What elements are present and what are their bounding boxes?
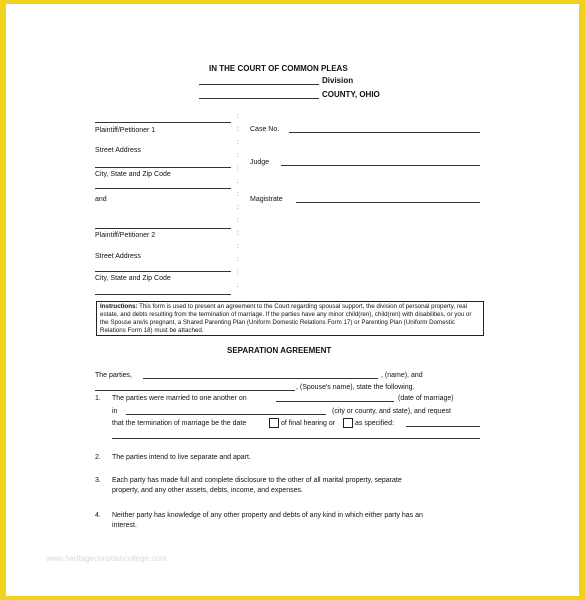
item-3-number: 3.	[95, 477, 101, 484]
colon-divider: :	[237, 192, 239, 198]
magistrate-line[interactable]	[296, 202, 480, 203]
item-4-number: 4.	[95, 512, 101, 519]
judge-line[interactable]	[281, 165, 480, 166]
magistrate-label: Magistrate	[250, 196, 283, 203]
item-4-text1: Neither party has knowledge of any other property and debts of any kind in which either party has an	[112, 512, 423, 519]
colon-divider: :	[237, 231, 239, 237]
colon-divider: :	[237, 270, 239, 276]
street2-label: Street Address	[95, 253, 141, 260]
item-3-text1: Each party has made full and complete disclosure to the other of all marital property, separate	[112, 477, 402, 484]
item-1-line2-prefix: in	[112, 408, 118, 415]
item-2-number: 2.	[95, 454, 101, 461]
colon-divider: :	[237, 283, 239, 289]
final-hearing-checkbox[interactable]	[269, 418, 279, 428]
specified-date-line[interactable]	[406, 426, 480, 427]
street2-line[interactable]	[95, 271, 231, 272]
plaintiff2-line[interactable]	[95, 228, 231, 229]
watermark: www.heritagechristiancollege.com	[46, 554, 167, 563]
item-1-line1-suffix: (date of marriage)	[398, 395, 454, 402]
city1-line[interactable]	[95, 188, 231, 189]
plaintiff1-line[interactable]	[95, 122, 231, 123]
colon-divider: :	[237, 218, 239, 224]
colon-divider: :	[237, 179, 239, 185]
as-specified-checkbox[interactable]	[343, 418, 353, 428]
plaintiff1-label: Plaintiff/Petitioner 1	[95, 127, 156, 134]
city1-label: City, State and Zip Code	[95, 171, 171, 178]
agreement-title: SEPARATION AGREEMENT	[227, 346, 332, 355]
colon-divider: :	[237, 153, 239, 159]
county-line[interactable]	[199, 98, 319, 99]
item-1-number: 1.	[95, 395, 101, 402]
instructions-text: This form is used to present an agreement to the Court regarding spousal support, the division of personal property, real estate, and debts resulting from the termination of marriage. If the parties have any minor child(ren), child(ren) with disabilities, or you or the Spouse are/is pregnant, a Shared Parenting Plan (Uniform Domestic Relations Form 17) or Parenting Plan (Uniform Domestic Relations Form 18) must be attached.	[100, 303, 472, 334]
case-no-line[interactable]	[289, 132, 480, 133]
case-no-label: Case No.	[250, 126, 280, 133]
and-label: and	[95, 196, 107, 203]
document-page	[6, 4, 579, 596]
county-label: COUNTY, OHIO	[322, 90, 380, 99]
spouse-name-line[interactable]	[95, 390, 295, 391]
parties-prefix: The parties,	[95, 372, 132, 379]
street1-label: Street Address	[95, 147, 141, 154]
name-suffix: , (name), and	[381, 372, 423, 379]
colon-divider: :	[237, 114, 239, 120]
spouse-suffix: , (Spouse's name), state the following.	[296, 384, 415, 391]
colon-divider: :	[237, 166, 239, 172]
item-2-text: The parties intend to live separate and apart.	[112, 454, 251, 461]
item-1-line3-b: of final hearing or	[281, 420, 336, 427]
judge-label: Judge	[250, 159, 270, 166]
party-name-line[interactable]	[143, 378, 378, 379]
instructions-box	[96, 301, 484, 336]
item-1-line2-suffix: (city or county, and state), and request	[332, 408, 451, 415]
item-1-line1: The parties were married to one another on	[112, 395, 247, 402]
court-title: IN THE COURT OF COMMON PLEAS	[209, 64, 348, 73]
colon-divider: :	[237, 257, 239, 263]
item-1-line3-a: that the termination of marriage be the date	[112, 420, 247, 427]
colon-divider: :	[237, 140, 239, 146]
specified-extra-line[interactable]	[112, 438, 480, 439]
city2-line[interactable]	[95, 294, 231, 295]
plaintiff2-label: Plaintiff/Petitioner 2	[95, 232, 156, 239]
item-1-line3-c: as specified:	[355, 420, 394, 427]
city2-label: City, State and Zip Code	[95, 275, 171, 282]
item-4-text2: interest.	[112, 522, 137, 529]
colon-divider: :	[237, 205, 239, 211]
marriage-date-line[interactable]	[276, 401, 394, 402]
colon-divider: :	[237, 244, 239, 250]
street1-line[interactable]	[95, 167, 231, 168]
division-line[interactable]	[199, 84, 319, 85]
division-label: Division	[322, 76, 354, 85]
colon-divider: :	[237, 127, 239, 133]
marriage-place-line[interactable]	[126, 414, 326, 415]
item-3-text2: property, and any other assets, debts, income, and expenses.	[112, 487, 303, 494]
instructions-label: Instructions:	[100, 303, 138, 310]
